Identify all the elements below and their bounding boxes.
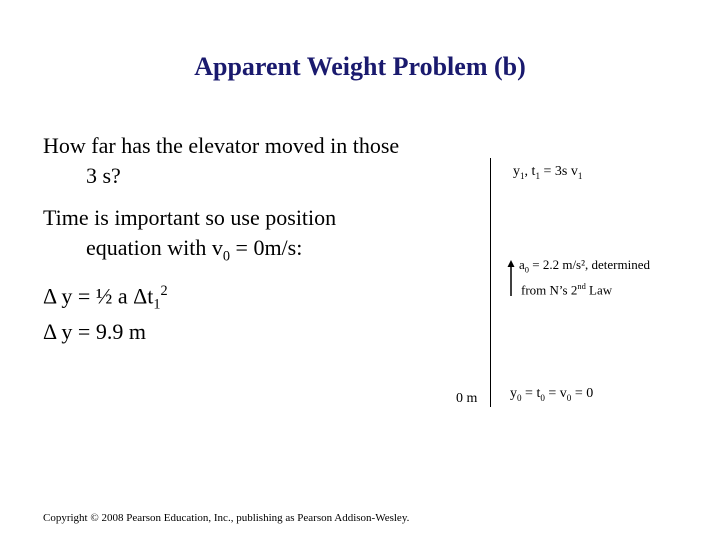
position-axis — [490, 158, 491, 407]
bottom-state-label: $y_0 = t_0 = v_0 = 0$ — [510, 386, 594, 403]
equation-displacement: Δ y = ½ a $\Delta t_1^2$ — [43, 283, 168, 313]
equation-result: Δ y = 9.9 m — [43, 319, 146, 344]
copyright-notice: Copyright © 2008 Pearson Education, Inc., publishing as Pearson Addison-Wesley. — [43, 512, 410, 524]
time-note: Time is important so use position equation with $v_0 = 0m/s$: — [43, 205, 337, 265]
acceleration-label: $a_0 = 2.2$ m/s², determined from N’s 2nd Law — [519, 257, 650, 297]
slide-title: Apparent Weight Problem (b) — [194, 52, 526, 81]
zero-position-label: 0 m — [456, 391, 478, 406]
top-state-label: $y_1$, $t_1 = 3s$ $v_1$ — [513, 164, 583, 181]
question-text: How far has the elevator moved in those 3 s? — [43, 133, 400, 188]
up-arrow-icon — [506, 260, 516, 296]
